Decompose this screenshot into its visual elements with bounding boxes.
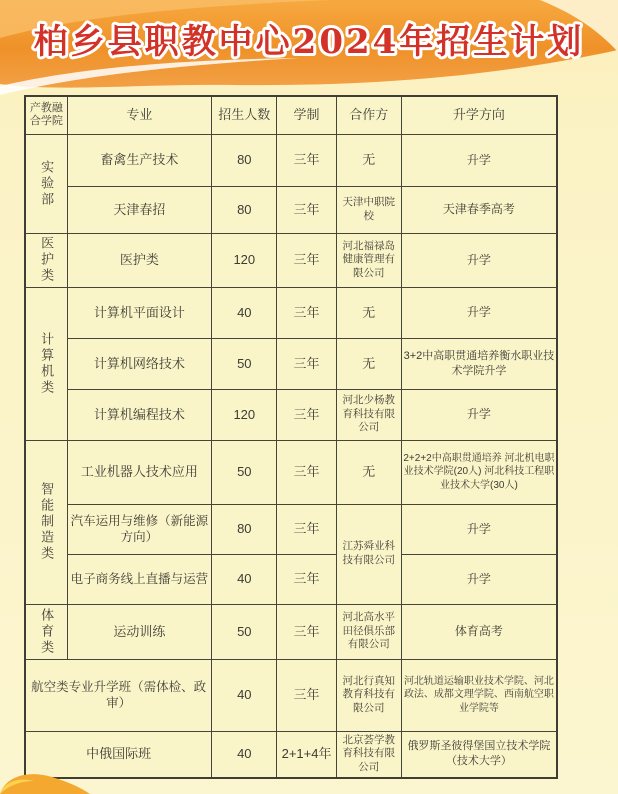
cell-partner: 河北福禄岛健康管理有限公司 (336, 233, 401, 287)
cell-partner: 河北行真知教育科技有限公司 (336, 659, 401, 731)
title-block (0, 0, 618, 90)
cell-direction: 3+2中高职贯通培养衡水职业技术学院升学 (401, 338, 557, 389)
cell-enrollment: 40 (212, 554, 277, 604)
cell-partner: 无 (336, 287, 401, 338)
table-row (25, 731, 557, 778)
cell-enrollment: 80 (212, 186, 277, 233)
cell-direction: 升学 (401, 504, 557, 554)
cell-major: 汽车运用与维修（新能源方向） (67, 504, 212, 554)
cell-duration: 三年 (277, 389, 336, 440)
table-row (25, 186, 557, 233)
corner-swoosh (0, 768, 90, 794)
cell-major: 畜禽生产技术 (67, 134, 212, 186)
cell-enrollment: 80 (212, 504, 277, 554)
cell-enrollment: 120 (212, 233, 277, 287)
cell-major: 中俄国际班 (25, 731, 212, 778)
cell-enrollment: 40 (212, 287, 277, 338)
table-row (25, 554, 557, 604)
table-row (25, 504, 557, 554)
cell-duration: 三年 (277, 659, 336, 731)
cell-direction: 升学 (401, 554, 557, 604)
col-header-major: 专业 (67, 96, 212, 134)
col-header-enrollment: 招生人数 (212, 96, 277, 134)
cell-duration: 2+1+4年 (277, 731, 336, 778)
cell-duration: 三年 (277, 504, 336, 554)
cell-partner: 江苏舜业科技有限公司 (336, 504, 401, 604)
table-row (25, 389, 557, 440)
page-title: 柏乡县职教中心2024年招生计划 (33, 22, 585, 62)
cell-partner: 河北少杨教育科技有限公司 (336, 389, 401, 440)
group-computer: 计算机类 (25, 287, 67, 440)
cell-partner: 天津中职院校 (336, 186, 401, 233)
cell-direction: 天津春季高考 (401, 186, 557, 233)
group-experiment: 实验部 (25, 134, 67, 233)
cell-enrollment: 120 (212, 389, 277, 440)
cell-direction: 升学 (401, 287, 557, 338)
enrollment-table-wrap (24, 95, 558, 779)
cell-duration: 三年 (277, 287, 336, 338)
cell-duration: 三年 (277, 440, 336, 504)
cell-duration: 三年 (277, 134, 336, 186)
cell-enrollment: 50 (212, 440, 277, 504)
cell-direction: 升学 (401, 134, 557, 186)
cell-duration: 三年 (277, 554, 336, 604)
cell-duration: 三年 (277, 338, 336, 389)
col-header-duration: 学制 (277, 96, 336, 134)
group-intelligent: 智能制造类 (25, 440, 67, 604)
table-row (25, 287, 557, 338)
table-row (25, 659, 557, 731)
cell-direction: 升学 (401, 389, 557, 440)
cell-major: 计算机网络技术 (67, 338, 212, 389)
cell-direction: 升学 (401, 233, 557, 287)
cell-partner: 河北高水平田径俱乐部有限公司 (336, 604, 401, 659)
cell-direction: 体育高考 (401, 604, 557, 659)
cell-direction: 2+2+2中高职贯通培养 河北机电职业技术学院(20人) 河北科技工程职业技术大学(30人) (401, 440, 557, 504)
table-row (25, 134, 557, 186)
enrollment-table (24, 95, 558, 779)
cell-duration: 三年 (277, 604, 336, 659)
table-row (25, 440, 557, 504)
cell-major: 电子商务线上直播与运营 (67, 554, 212, 604)
cell-duration: 三年 (277, 186, 336, 233)
table-row (25, 604, 557, 659)
cell-major: 航空类专业升学班（需体检、政审） (25, 659, 212, 731)
cell-partner: 北京荟学教育科技有限公司 (336, 731, 401, 778)
header-row (25, 96, 557, 134)
table-row (25, 338, 557, 389)
cell-major: 工业机器人技术应用 (67, 440, 212, 504)
cell-enrollment: 80 (212, 134, 277, 186)
col-header-college: 产教融合学院 (25, 96, 67, 134)
col-header-direction: 升学方向 (401, 96, 557, 134)
cell-partner: 无 (336, 134, 401, 186)
cell-enrollment: 50 (212, 338, 277, 389)
cell-major: 医护类 (67, 233, 212, 287)
cell-enrollment: 50 (212, 604, 277, 659)
cell-partner: 无 (336, 338, 401, 389)
group-medical: 医护类 (25, 233, 67, 287)
group-sports: 体育类 (25, 604, 67, 659)
cell-direction: 俄罗斯圣彼得堡国立技术学院（技术大学） (401, 731, 557, 778)
cell-partner: 无 (336, 440, 401, 504)
cell-duration: 三年 (277, 233, 336, 287)
cell-major: 天津春招 (67, 186, 212, 233)
cell-major: 计算机平面设计 (67, 287, 212, 338)
cell-enrollment: 40 (212, 659, 277, 731)
table-row (25, 233, 557, 287)
col-header-partner: 合作方 (336, 96, 401, 134)
cell-major: 运动训练 (67, 604, 212, 659)
cell-direction: 河北轨道运输职业技术学院、河北政法、成都文理学院、西南航空职业学院等 (401, 659, 557, 731)
cell-enrollment: 40 (212, 731, 277, 778)
cell-major: 计算机编程技术 (67, 389, 212, 440)
